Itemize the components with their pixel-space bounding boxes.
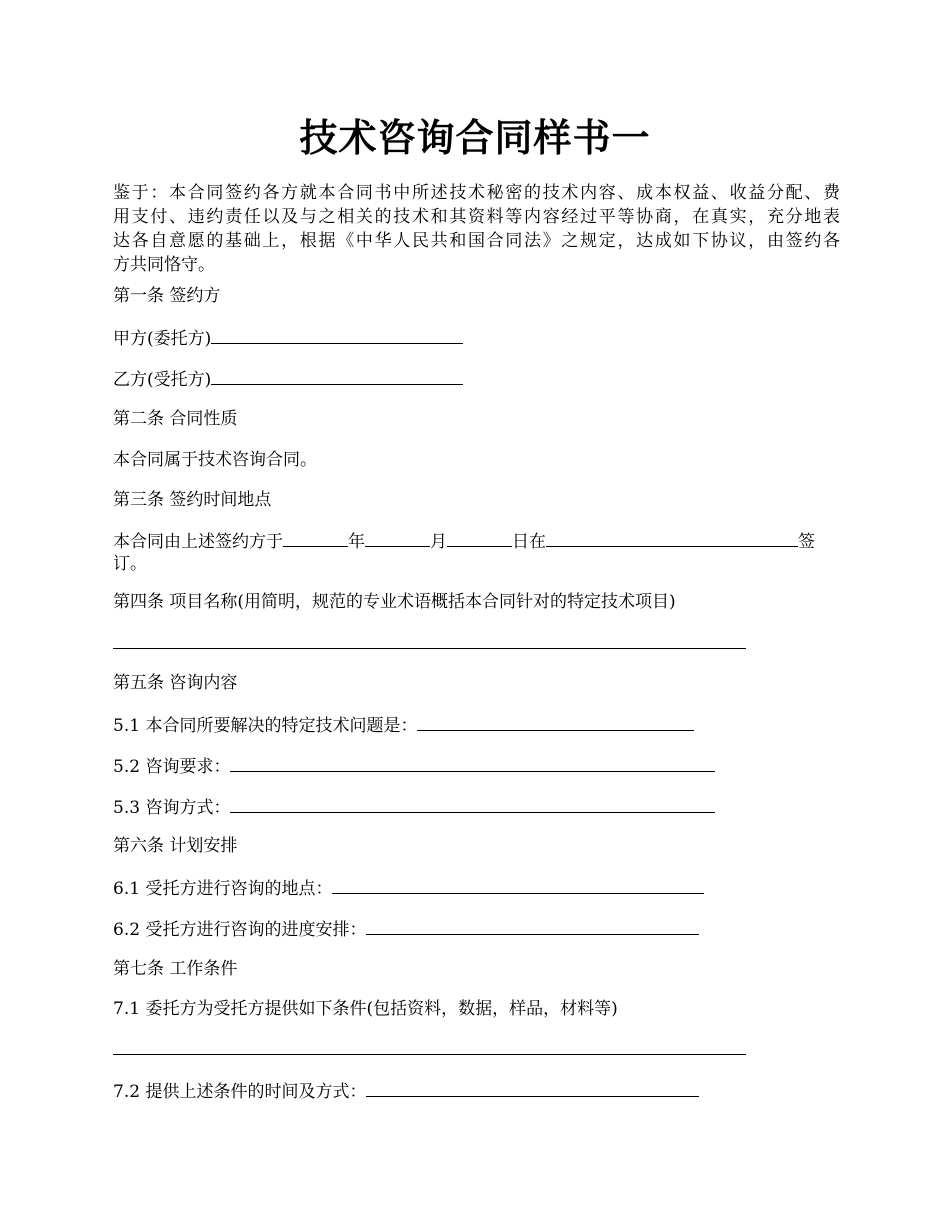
party-b-blank[interactable] <box>211 366 463 385</box>
item-6-1-label: 6.1 受托方进行咨询的地点： <box>113 879 333 899</box>
party-a-line <box>113 325 840 351</box>
preamble-line: 鉴于：本合同签约各方就本合同书中所述技术秘密的技术内容、成本权益、收益分配、费 <box>113 183 840 203</box>
article3-text-cont: 订。 <box>113 554 147 574</box>
party-a-label: 甲方(委托方) <box>113 329 212 349</box>
item-6-2-label: 6.2 受托方进行咨询的进度安排： <box>113 920 367 940</box>
item-7-1-blank[interactable] <box>113 1054 746 1055</box>
party-b-line <box>113 366 840 392</box>
item-5-1-label: 5.1 本合同所要解决的特定技术问题是： <box>113 716 418 736</box>
article6-heading: 第六条 计划安排 <box>113 836 238 856</box>
item-5-2-blank[interactable] <box>230 753 715 772</box>
party-b-label: 乙方(受托方) <box>113 370 212 390</box>
month-blank[interactable] <box>365 528 430 547</box>
month-label: 月 <box>430 532 447 552</box>
sign-label: 签 <box>798 532 815 552</box>
document-title: 技术咨询合同样书一 <box>299 115 651 160</box>
article2-text: 本合同属于技术咨询合同。 <box>113 450 317 470</box>
article3-heading: 第三条 签约时间地点 <box>113 490 272 510</box>
item-5-3-blank[interactable] <box>230 794 715 813</box>
location-blank[interactable] <box>546 528 798 547</box>
item-5-1-line <box>113 712 840 738</box>
item-5-1-blank[interactable] <box>417 712 694 731</box>
project-name-blank[interactable] <box>113 648 746 649</box>
item-5-2-label: 5.2 咨询要求： <box>113 757 231 777</box>
item-6-1-line <box>113 875 840 901</box>
item-6-1-blank[interactable] <box>332 875 704 894</box>
preamble-paragraph <box>113 181 840 277</box>
day-at-label: 日在 <box>512 532 546 552</box>
day-blank[interactable] <box>447 528 512 547</box>
year-blank[interactable] <box>283 528 348 547</box>
article4-heading: 第四条 项目名称(用简明，规范的专业术语概括本合同针对的特定技术项目) <box>113 592 676 612</box>
article7-heading: 第七条 工作条件 <box>113 959 238 979</box>
item-7-2-label: 7.2 提供上述条件的时间及方式： <box>113 1082 367 1102</box>
preamble-line: 用支付、违约责任以及与之相关的技术和其资料等内容经过平等协商，在真实，充分地表 <box>113 207 840 227</box>
preamble-line: 方共同恪守。 <box>113 255 215 275</box>
item-7-2-blank[interactable] <box>366 1078 699 1097</box>
article3-text <box>113 528 840 554</box>
item-6-2-line <box>113 916 840 942</box>
item-6-2-blank[interactable] <box>366 916 699 935</box>
year-label: 年 <box>348 532 365 552</box>
article2-heading: 第二条 合同性质 <box>113 409 238 429</box>
article3-prefix: 本合同由上述签约方于 <box>113 532 283 552</box>
item-5-3-label: 5.3 咨询方式： <box>113 798 231 818</box>
article1-heading: 第一条 签约方 <box>113 286 221 306</box>
item-7-2-line <box>113 1078 840 1104</box>
item-5-3-line <box>113 794 840 820</box>
party-a-blank[interactable] <box>211 325 463 344</box>
item-7-1-text: 7.1 委托方为受托方提供如下条件(包括资料，数据，样品，材料等) <box>113 999 618 1019</box>
preamble-line: 达各自意愿的基础上，根据《中华人民共和国合同法》之规定，达成如下协议，由签约各 <box>113 231 840 251</box>
article5-heading: 第五条 咨询内容 <box>113 673 238 693</box>
item-5-2-line <box>113 753 840 779</box>
